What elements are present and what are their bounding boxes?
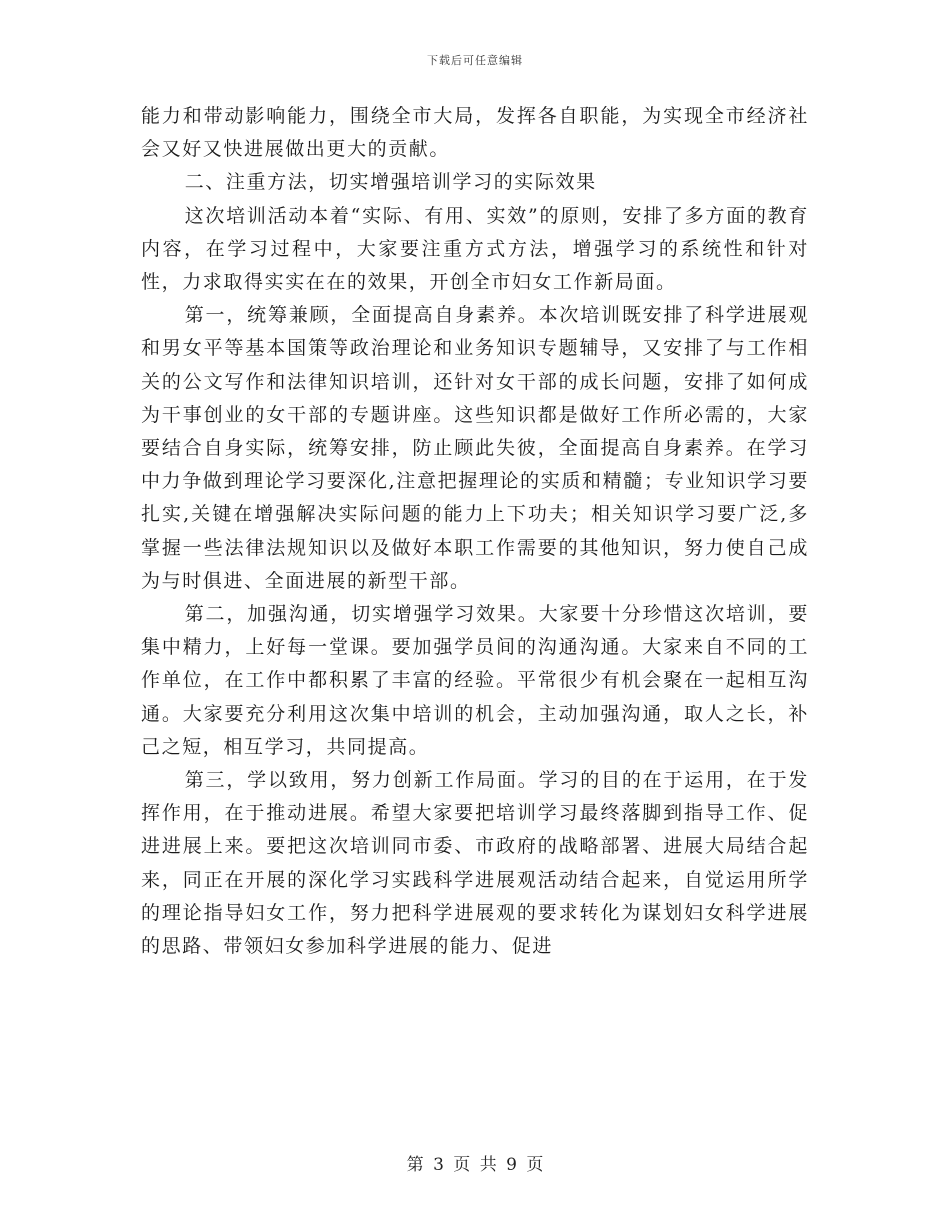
paragraph: 第二，加强沟通，切实增强学习效果。大家要十分珍惜这次培训，要集中精力，上好每一堂课。要加强学员间的沟通沟通。大家来自不同的工作单位，在工作中都积累了丰富的经验。平常很少有机会聚在一起相互沟通。大家要充分利用这次集中培训的机会，主动加强沟通，取人之长，补己之短，相互学习，共同提高。: [141, 603, 809, 758]
section-heading: 二、注重方法，切实增强培训学习的实际效果: [184, 171, 597, 194]
paragraph: 第一，统筹兼顾，全面提高自身素养。本次培训既安排了科学进展观和男女平等基本国策等政治理论和业务知识专题辅导，又安排了与工作相关的公文写作和法律知识培训，还针对女干部的成长问题，安排了如何成为干事创业的女干部的专题讲座。这些知识都是做好工作所必需的，大家要结合自身实际，统筹安排，防止顾此失彼，全面提高自身素养。在学习中力争做到理论学习要深化,注意把握理论的实质和精髓；专业知识学习要扎实,关键在增强解决实际问题的能力上下功夫；相关知识学习要广泛,多掌握一些法律法规知识以及做好本职工作需要的其他知识，努力使自己成为与时俱进、全面进展的新型干部。: [141, 304, 809, 592]
document-body: [141, 100, 809, 963]
page-header: 下载后可任意编辑: [427, 54, 523, 67]
paragraph: 第三，学以致用，努力创新工作局面。学习的目的在于运用，在于发挥作用，在于推动进展。希望大家要把培训学习最终落脚到指导工作、促进进展上来。要把这次培训同市委、市政府的战略部署、进展大局结合起来，同正在开展的深化学习实践科学进展观活动结合起来，自觉运用所学的理论指导妇女工作，努力把科学进展观的要求转化为谋划妇女科学进展的思路、带领妇女参加科学进展的能力、促进: [141, 769, 809, 958]
paragraph: 能力和带动影响能力，围绕全市大局，发挥各自职能，为实现全市经济社会又好又快进展做出更大的贡献。: [141, 105, 809, 161]
paragraph: 这次培训活动本着“实际、有用、实效”的原则，安排了多方面的教育内容，在学习过程中，大家要注重方式方法，增强学习的系统性和针对性，力求取得实实在在的效果，开创全市妇女工作新局面。: [141, 204, 809, 294]
page-number: 第 3 页 共 9 页: [406, 1155, 544, 1175]
